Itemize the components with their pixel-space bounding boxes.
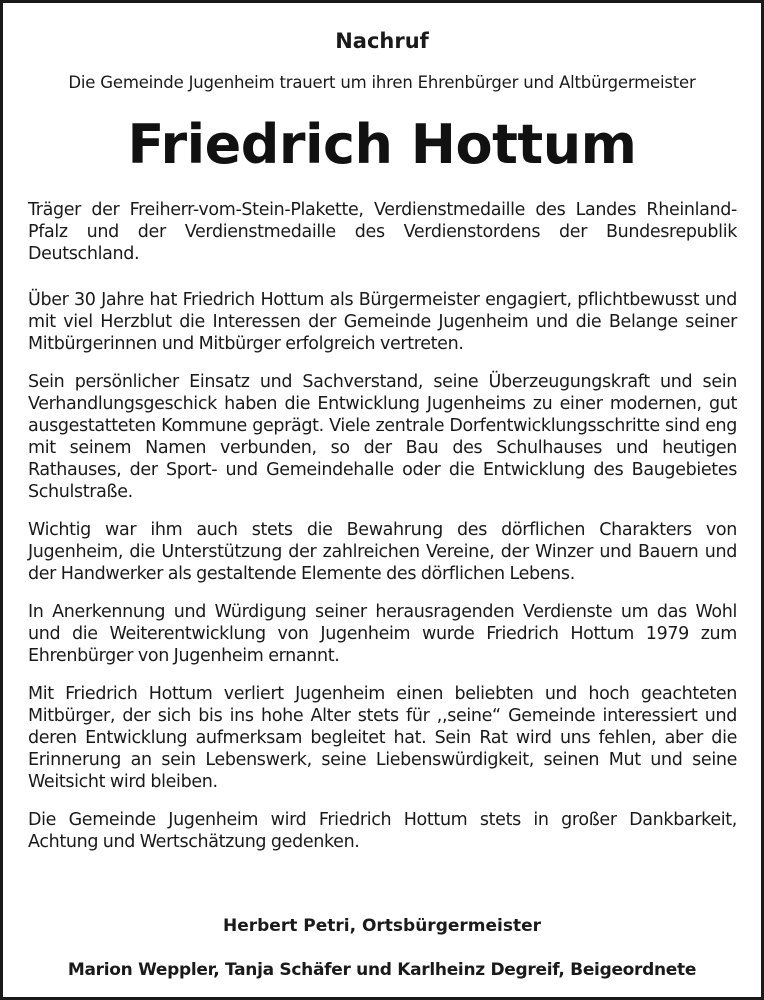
signature-mayor: Herbert Petri, Ortsbürgermeister xyxy=(222,916,542,936)
notice-heading: Nachruf xyxy=(335,29,429,53)
paragraph-service: Über 30 Jahre hat Friedrich Hottum als Bürgermeister engagiert, pflichtbewusst und mit viel Herzblut die Interessen der Gemeinde Jugenheim und die Belange seiner Mitbürgerinnen und Mitbürger erfolgreich vertreten. xyxy=(28,290,737,354)
paragraph-development: Sein persönlicher Einsatz und Sachverstand, seine Überzeugungskraft und sein Verhandlungsgeschick haben die Entwicklung Jugenheims zu einer modernen, gut ausgestatteten Kommune geprägt. Viele zentrale Dorfentwicklungsschritte sind eng mit seinem Namen verbunden, so der Bau des Schulhauses und heutigen Rathauses, der Sport- und Gemeindehalle oder die Entwicklung des Baugebietes Schulstraße. xyxy=(28,372,737,502)
paragraph-remembrance: Die Gemeinde Jugenheim wird Friedrich Hottum stets in großer Dankbarkeit, Achtung und Wertschätzung gedenken. xyxy=(28,810,737,852)
paragraph-honors: Träger der Freiherr-vom-Stein-Plakette, Verdienstmedaille des Landes Rheinland-Pfalz und der Verdienstmedaille des Verdienstordens der Bundesrepublik Deutschland. xyxy=(28,200,737,264)
paragraph-character: Wichtig war ihm auch stets die Bewahrung des dörflichen Charakters von Jugenheim, die Unterstützung der zahlreichen Vereine, der Winzer und Bauern und der Handwerker als gestaltende Elemente des dörflichen Lebens. xyxy=(28,520,737,584)
paragraph-loss: Mit Friedrich Hottum verliert Jugenheim einen beliebten und hoch geachteten Mitbürger, der sich bis ins hohe Alter stets für ,,seine“ Gemeinde interessiert und deren Entwicklung aufmerksam begleitet hat. Sein Rat wird uns fehlen, aber die Erinnerung an sein Lebenswerk, seine Liebenswürdigkeit, seinen Mut und seine Weitsicht wird bleiben. xyxy=(28,684,737,792)
notice-intro: Die Gemeinde Jugenheim trauert um ihren Ehrenbürger und Altbürgermeister xyxy=(68,73,696,92)
deceased-name: Friedrich Hottum xyxy=(127,113,637,176)
signature-deputies: Marion Weppler, Tanja Schäfer und Karlheinz Degreif, Beigeordnete xyxy=(67,960,697,980)
paragraph-honorary-citizen: In Anerkennung und Würdigung seiner herausragenden Verdienste um das Wohl und die Weiterentwicklung von Jugenheim wurde Friedrich Hottum 1979 zum Ehrenbürger von Jugenheim ernannt. xyxy=(28,602,737,666)
notice-body xyxy=(27,199,737,853)
